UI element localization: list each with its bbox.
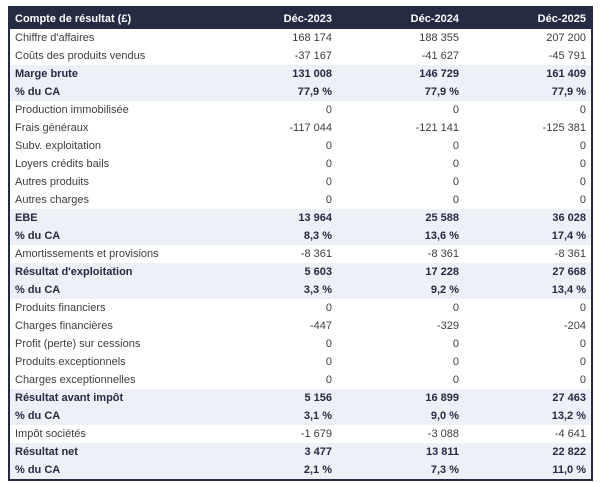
- table-row: [10, 101, 591, 119]
- table-row: [10, 353, 591, 371]
- row-value: 77,9 %: [551, 86, 586, 98]
- row-value: 0: [579, 194, 586, 206]
- row-value: 0: [452, 176, 459, 188]
- row-value: 17,4 %: [551, 230, 586, 242]
- row-value: 25 588: [425, 212, 459, 224]
- row-value: 3,1 %: [303, 410, 332, 422]
- row-value: 36 028: [552, 212, 586, 224]
- row-value: 0: [579, 356, 586, 368]
- row-value: 0: [325, 176, 332, 188]
- row-value: 0: [325, 356, 332, 368]
- row-label: EBE: [15, 212, 38, 224]
- row-value: -45 791: [548, 50, 586, 62]
- row-value: 3,3 %: [303, 284, 332, 296]
- row-value: -447: [309, 320, 332, 332]
- row-label: % du CA: [15, 284, 61, 296]
- row-value: 0: [452, 194, 459, 206]
- table-row: [10, 245, 591, 263]
- row-value: 0: [452, 338, 459, 350]
- row-value: -125 381: [542, 122, 586, 134]
- row-value: 13,6 %: [424, 230, 459, 242]
- row-label: Produits financiers: [15, 302, 106, 314]
- table-row: [10, 389, 591, 407]
- row-value: 146 729: [419, 68, 459, 80]
- row-label: Résultat avant impôt: [15, 392, 124, 404]
- row-value: -329: [436, 320, 459, 332]
- row-value: 0: [452, 356, 459, 368]
- row-value: -1 679: [300, 428, 332, 440]
- table-row: [10, 173, 591, 191]
- row-label: Charges exceptionnelles: [15, 374, 136, 386]
- row-value: 0: [579, 176, 586, 188]
- row-value: 161 409: [546, 68, 586, 80]
- table-row: [10, 119, 591, 137]
- row-value: 0: [325, 158, 332, 170]
- row-value: 0: [325, 338, 332, 350]
- row-label: Autres charges: [15, 194, 89, 206]
- row-value: 0: [325, 194, 332, 206]
- table-row: [10, 65, 591, 83]
- row-value: 0: [325, 374, 332, 386]
- row-value: -8 361: [554, 248, 586, 260]
- row-label: % du CA: [15, 86, 61, 98]
- table-header-row: [10, 8, 591, 29]
- table-row: [10, 299, 591, 317]
- row-value: 207 200: [546, 32, 586, 44]
- row-value: 13 811: [425, 446, 459, 458]
- table-row: [10, 425, 591, 443]
- row-value: 13 964: [298, 212, 332, 224]
- period-column-header-2: Déc-2024: [337, 8, 464, 29]
- row-value: 168 174: [292, 32, 332, 44]
- row-value: 0: [452, 158, 459, 170]
- row-value: 0: [579, 302, 586, 314]
- row-label: Profit (perte) sur cessions: [15, 338, 141, 350]
- table-row: [10, 83, 591, 101]
- statement-title: Compte de résultat (£): [10, 8, 210, 29]
- row-value: -41 627: [421, 50, 459, 62]
- table-row: [10, 209, 591, 227]
- row-value: 17 228: [425, 266, 459, 278]
- row-label: Subv. exploitation: [15, 140, 102, 152]
- row-value: -4 641: [554, 428, 586, 440]
- row-value: 22 822: [552, 446, 586, 458]
- row-label: % du CA: [15, 230, 61, 242]
- row-value: 0: [579, 374, 586, 386]
- row-value: 0: [325, 302, 332, 314]
- row-value: 0: [579, 140, 586, 152]
- row-label: Impôt sociétés: [15, 428, 86, 440]
- table-row: [10, 335, 591, 353]
- row-value: 0: [325, 140, 332, 152]
- row-value: 11,0 %: [552, 464, 586, 476]
- row-value: 0: [579, 104, 586, 116]
- row-value: 0: [452, 374, 459, 386]
- table-row: [10, 227, 591, 245]
- table-row: [10, 281, 591, 299]
- row-value: 8,3 %: [303, 230, 332, 242]
- table-row: [10, 191, 591, 209]
- row-value: 77,9 %: [297, 86, 332, 98]
- table-row: [10, 47, 591, 65]
- row-value: -8 361: [427, 248, 459, 260]
- row-value: 3 477: [304, 446, 332, 458]
- row-value: 0: [579, 338, 586, 350]
- table-row: [10, 371, 591, 389]
- row-value: 13,2 %: [551, 410, 586, 422]
- row-label: Autres produits: [15, 176, 89, 188]
- row-label: Amortissements et provisions: [15, 248, 159, 260]
- row-label: Frais généraux: [15, 122, 89, 134]
- row-value: 2,1 %: [303, 464, 332, 476]
- table-row: [10, 461, 591, 479]
- row-value: 9,2 %: [430, 284, 459, 296]
- row-label: Chiffre d'affaires: [15, 32, 95, 44]
- row-label: Loyers crédits bails: [15, 158, 110, 170]
- table-row: [10, 155, 591, 173]
- row-value: 0: [452, 302, 459, 314]
- table-row: [10, 29, 591, 47]
- row-label: Charges financières: [15, 320, 113, 332]
- row-value: 7,3 %: [430, 464, 459, 476]
- row-value: -117 044: [289, 122, 332, 134]
- row-label: Résultat d'exploitation: [15, 266, 133, 278]
- period-column-header-3: Déc-2025: [464, 8, 591, 29]
- row-value: 27 463: [552, 392, 586, 404]
- table-row: [10, 407, 591, 425]
- row-value: 0: [452, 140, 459, 152]
- row-value: -37 167: [294, 50, 332, 62]
- row-value: 0: [452, 104, 459, 116]
- row-label: Marge brute: [15, 68, 78, 80]
- row-value: 0: [579, 158, 586, 170]
- row-value: 0: [325, 104, 332, 116]
- row-value: -204: [563, 320, 586, 332]
- income-statement-grid: [10, 8, 591, 479]
- row-label: % du CA: [15, 410, 61, 422]
- row-value: -3 088: [427, 428, 459, 440]
- row-value: 16 899: [425, 392, 459, 404]
- row-value: -121 141: [415, 122, 459, 134]
- row-value: 5 156: [304, 392, 332, 404]
- row-value: 9,0 %: [430, 410, 459, 422]
- row-label: % du CA: [15, 464, 61, 476]
- row-value: -8 361: [300, 248, 332, 260]
- table-row: [10, 317, 591, 335]
- row-value: 188 355: [419, 32, 459, 44]
- income-statement-table: [8, 6, 593, 481]
- table-row: [10, 263, 591, 281]
- row-value: 5 603: [304, 266, 332, 278]
- row-label: Produits exceptionnels: [15, 356, 126, 368]
- table-row: [10, 443, 591, 461]
- row-label: Résultat net: [15, 446, 78, 458]
- row-value: 27 668: [552, 266, 586, 278]
- period-column-header-1: Déc-2023: [210, 8, 337, 29]
- row-value: 13,4 %: [551, 284, 586, 296]
- row-label: Production immobilisée: [15, 104, 129, 116]
- row-value: 77,9 %: [424, 86, 459, 98]
- row-value: 131 008: [292, 68, 332, 80]
- table-row: [10, 137, 591, 155]
- row-label: Coûts des produits vendus: [15, 50, 146, 62]
